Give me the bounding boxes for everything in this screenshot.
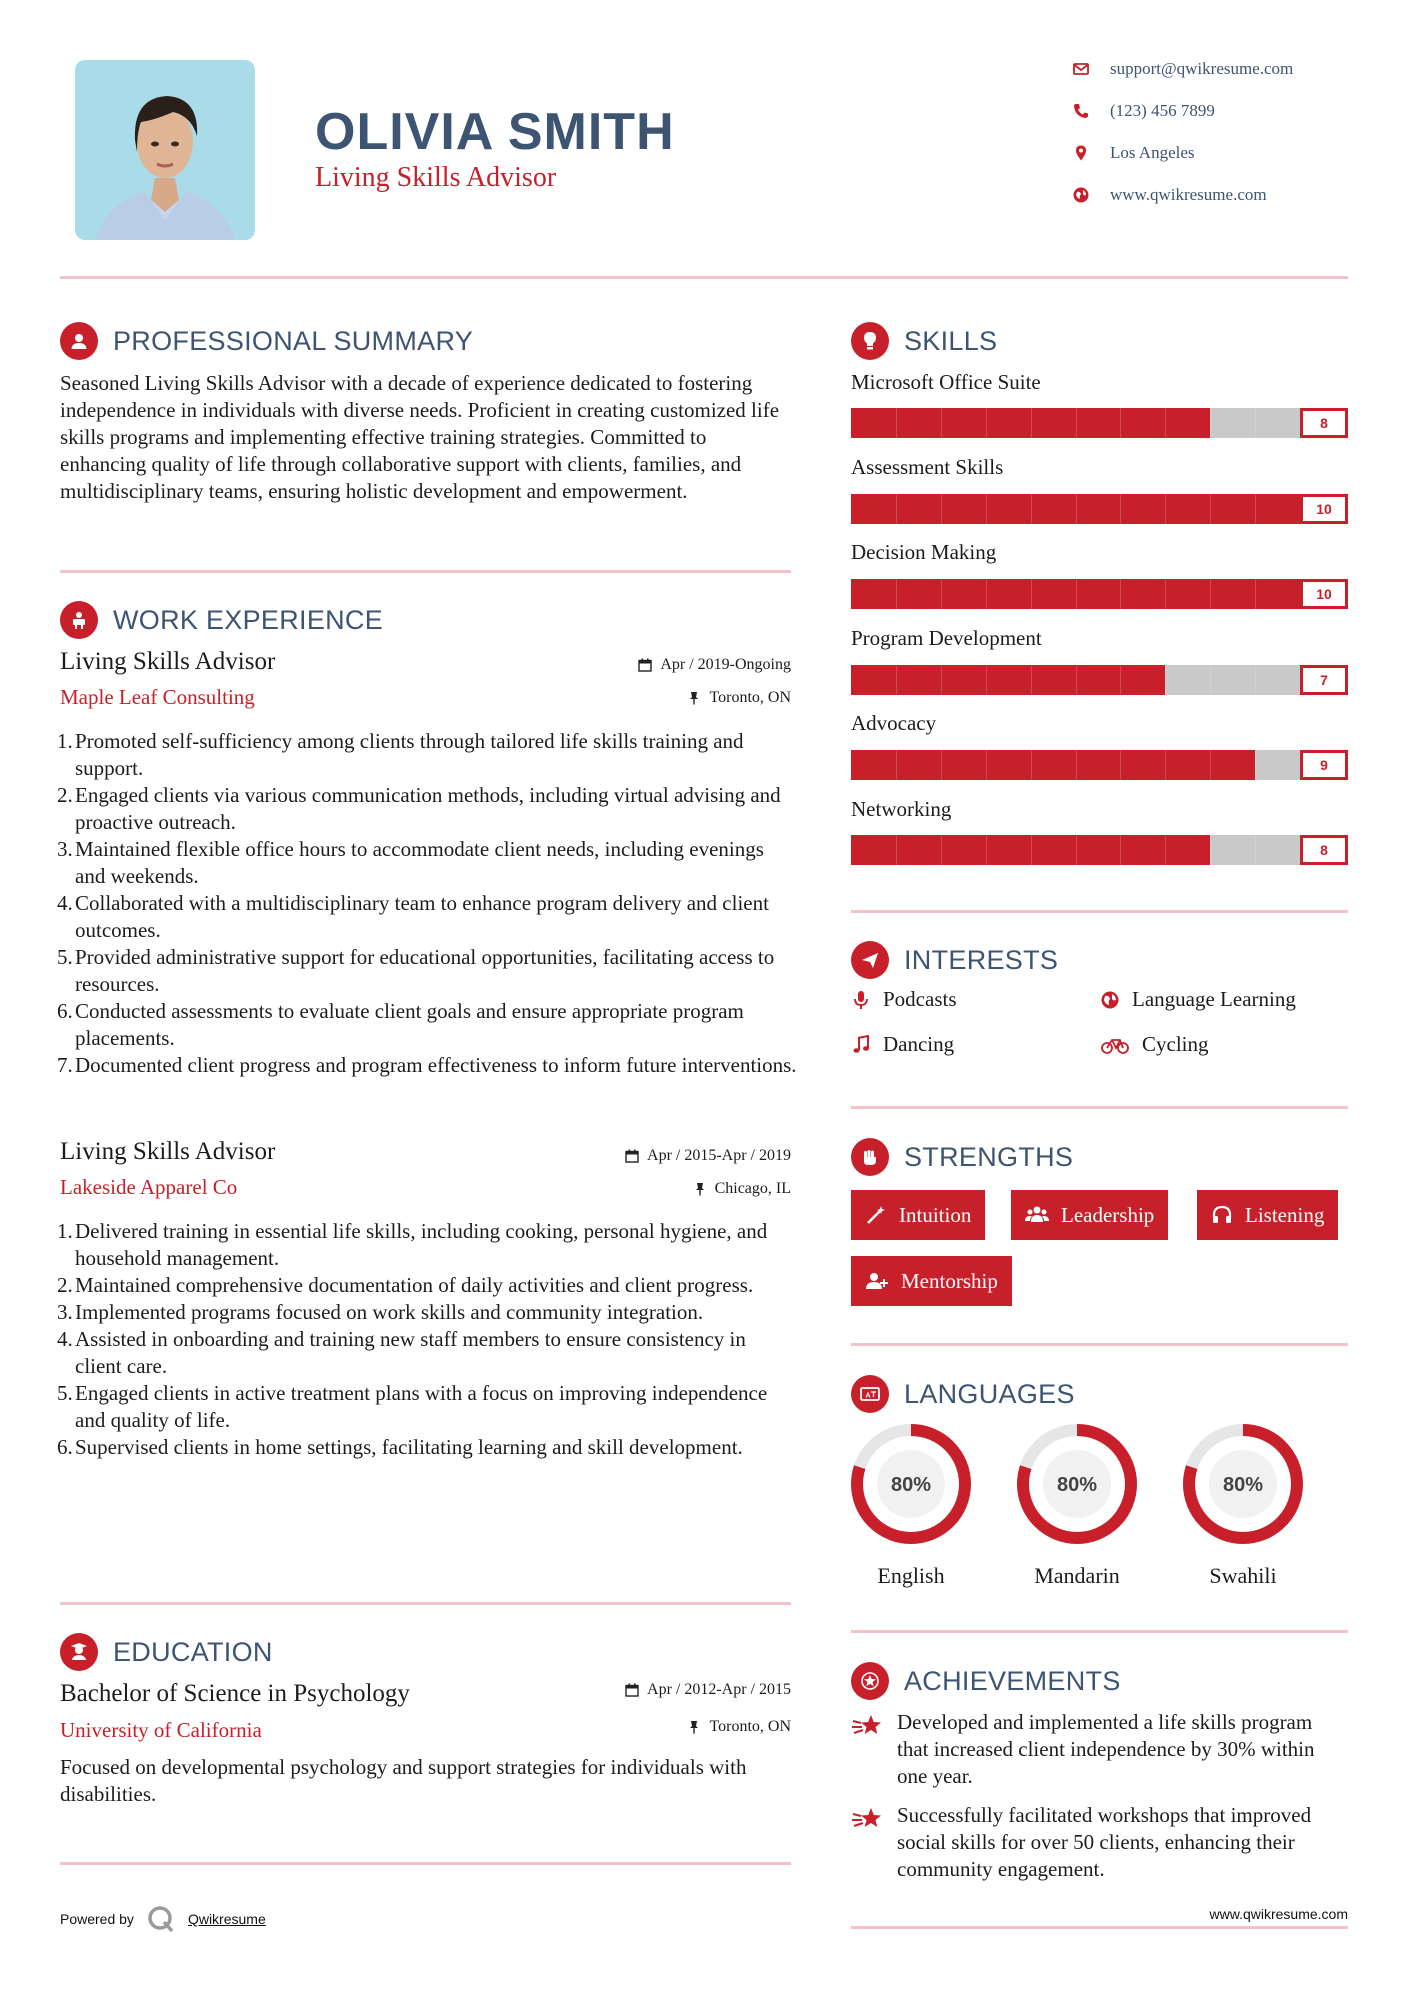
magic-wand-icon	[865, 1204, 887, 1226]
skill-bar	[851, 494, 1348, 524]
job-dates	[470, 656, 791, 674]
footer-powered	[60, 1904, 266, 1934]
skill-bar-segment	[1120, 408, 1121, 438]
language-percent: 80%	[1222, 1474, 1264, 1496]
skill-bar-segment	[1031, 665, 1032, 695]
skill-bar-fill	[851, 665, 1165, 695]
powered-by-text: Powered by	[60, 1911, 134, 1927]
website-text[interactable]: www.qwikresume.com	[1110, 185, 1267, 204]
skill-bar-segment	[941, 665, 942, 695]
skill-value: 10	[1300, 579, 1348, 609]
strength-tag	[1197, 1190, 1338, 1240]
skill-label: Decision Making	[851, 540, 997, 564]
skills-title: SKILLS	[904, 325, 998, 356]
skill-bar-segment	[1255, 750, 1256, 780]
skill-bar-segment	[941, 750, 942, 780]
music-note-icon	[851, 1035, 871, 1055]
shooting-star-icon	[851, 1804, 885, 1834]
globe-icon	[1072, 186, 1090, 204]
skill-bar	[851, 579, 1348, 609]
education-title: EDUCATION	[113, 1636, 273, 1667]
skill-bar	[851, 408, 1348, 438]
list-item: 6. Supervised clients in home settings, facilitating learning and skill development.	[57, 1435, 743, 1459]
skill-bar-segment	[1165, 750, 1166, 780]
skill-bar-segment	[1120, 665, 1121, 695]
list-item: 2. Engaged clients via various communication methods, including virtual advising and proactive outreach.	[57, 783, 781, 834]
skill-bar	[851, 835, 1348, 865]
work-divider	[60, 1602, 791, 1605]
achievement-item	[851, 1709, 1348, 1790]
skill-label: Assessment Skills	[851, 455, 1004, 479]
list-item: 5. Provided administrative support for educational opportunities, facilitating access to resources.	[57, 945, 775, 996]
bicycle-icon	[1100, 1035, 1130, 1055]
list-item: 7. Documented client progress and program effectiveness to inform future interventions.	[57, 1053, 797, 1077]
translate-icon	[851, 1375, 889, 1413]
language-item	[1015, 1422, 1139, 1589]
contact-phone[interactable]	[1072, 99, 1215, 123]
microphone-icon	[851, 990, 871, 1010]
candidate-title: Living Skills Advisor	[315, 162, 557, 193]
map-pin-icon	[1072, 144, 1090, 162]
skill-bar-segment	[1076, 665, 1077, 695]
calendar-icon	[638, 658, 652, 672]
candidate-name: OLIVIA SMITH	[315, 103, 675, 161]
strengths-title: STRENGTHS	[904, 1141, 1074, 1172]
skill-label: Program Development	[851, 626, 1042, 650]
school-name: University of California	[60, 1718, 262, 1742]
lightbulb-icon	[851, 322, 889, 360]
strength-tag	[851, 1190, 985, 1240]
list-item: 1. Delivered training in essential life skills, including cooking, personal hygiene, and household management.	[57, 1219, 768, 1270]
summary-title: PROFESSIONAL SUMMARY	[113, 325, 474, 356]
achievement-item	[851, 1802, 1348, 1883]
interest-item	[851, 1032, 954, 1057]
skill-value: 9	[1300, 750, 1348, 780]
skill-value: 8	[1300, 835, 1348, 865]
education-heading	[60, 1633, 273, 1671]
skill-value: 7	[1300, 665, 1348, 695]
interest-label: Cycling	[1142, 1032, 1209, 1056]
envelope-icon	[1072, 60, 1090, 78]
skill-bar	[851, 665, 1348, 695]
skill-bar-segment	[1031, 494, 1032, 524]
phone-icon	[1072, 102, 1090, 120]
achievement-text: Developed and implemented a life skills program that increased client independence by 30% within one year.	[897, 1710, 1315, 1788]
skill-bar-segment	[1255, 408, 1256, 438]
job-title: Living Skills Advisor	[60, 1138, 276, 1165]
interest-item	[1100, 1032, 1209, 1057]
interests-title: INTERESTS	[904, 944, 1059, 975]
skill-bar-segment	[1120, 494, 1121, 524]
shooting-star-icon	[851, 1711, 885, 1741]
skills-heading	[851, 322, 997, 360]
strength-label: Listening	[1245, 1202, 1325, 1227]
skill-bar-segment	[1031, 579, 1032, 609]
skill-bar-segment	[1076, 408, 1077, 438]
list-item: 5. Engaged clients in active treatment plans with a focus on improving independence and quality of life.	[57, 1381, 768, 1432]
skill-bar-segment	[896, 750, 897, 780]
language-ring	[1015, 1422, 1139, 1546]
interest-label: Podcasts	[883, 987, 957, 1011]
job-bullets	[57, 1218, 797, 1461]
skill-bar-segment	[986, 750, 987, 780]
contact-email[interactable]	[1072, 57, 1293, 81]
skill-bar-segment	[1076, 750, 1077, 780]
phone-text[interactable]: (123) 456 7899	[1110, 101, 1215, 120]
skill-bar-segment	[1165, 579, 1166, 609]
list-item: 6. Conducted assessments to evaluate client goals and ensure appropriate program placements.	[57, 999, 744, 1050]
paper-plane-icon	[851, 941, 889, 979]
interest-label: Dancing	[883, 1032, 955, 1056]
language-percent: 80%	[1056, 1474, 1098, 1496]
list-item: 2. Maintained comprehensive documentation of daily activities and client progress.	[57, 1273, 754, 1297]
calendar-icon	[625, 1149, 639, 1163]
skill-bar-segment	[1031, 750, 1032, 780]
pushpin-icon	[687, 1720, 701, 1734]
skill-bar-segment	[1210, 494, 1211, 524]
interests-heading	[851, 941, 1058, 979]
skill-bar-segment	[986, 408, 987, 438]
email-text[interactable]: support@qwikresume.com	[1110, 59, 1294, 78]
strength-label: Intuition	[899, 1202, 972, 1227]
skill-bar-segment	[1120, 579, 1121, 609]
degree-title: Bachelor of Science in Psychology	[60, 1680, 410, 1707]
list-item: 3. Maintained flexible office hours to accommodate client needs, including evenings and weekends.	[57, 837, 764, 888]
pushpin-icon	[687, 691, 701, 705]
languages-divider	[851, 1630, 1348, 1633]
skill-bar-segment	[1210, 665, 1211, 695]
skill-bar-segment	[1255, 494, 1256, 524]
skill-bar-segment	[1210, 408, 1211, 438]
skill-bar-segment	[986, 494, 987, 524]
star-badge-icon	[851, 1662, 889, 1700]
user-plus-icon	[865, 1270, 889, 1292]
job-location-text: Toronto, ON	[709, 689, 791, 706]
skill-bar-segment	[1255, 835, 1256, 865]
language-name: Mandarin	[1034, 1563, 1120, 1588]
skill-bar-segment	[896, 579, 897, 609]
education-location	[470, 1718, 791, 1736]
contact-location	[1072, 141, 1195, 165]
strength-label: Mentorship	[901, 1268, 998, 1293]
education-location-text: Toronto, ON	[709, 1718, 791, 1735]
skill-bar-segment	[896, 494, 897, 524]
job-bullets	[57, 728, 797, 1079]
achievements-heading	[851, 1662, 1121, 1700]
work-heading	[60, 601, 383, 639]
brand-link[interactable]: Qwikresume	[187, 1911, 266, 1927]
job-location	[470, 689, 791, 707]
language-item	[849, 1422, 973, 1589]
headphones-icon	[1211, 1204, 1233, 1226]
skill-bar-segment	[896, 408, 897, 438]
skill-label: Networking	[851, 797, 952, 821]
job-dates-text: Apr / 2015-Apr / 2019	[647, 1147, 791, 1164]
education-description: Focused on developmental psychology and support strategies for individuals with disabilities.	[60, 1755, 747, 1806]
language-item	[1181, 1422, 1305, 1589]
language-ring	[849, 1422, 973, 1546]
skill-bar-segment	[1210, 835, 1211, 865]
job-location-text: Chicago, IL	[714, 1180, 791, 1197]
skill-label: Microsoft Office Suite	[851, 370, 1041, 394]
skill-bar-segment	[1076, 494, 1077, 524]
briefcase-icon	[60, 601, 98, 639]
users-icon	[1025, 1204, 1049, 1226]
skills-divider	[851, 910, 1348, 913]
interests-divider	[851, 1106, 1348, 1109]
work-title: WORK EXPERIENCE	[113, 604, 384, 635]
skill-bar-fill	[851, 750, 1255, 780]
skill-bar-segment	[941, 408, 942, 438]
list-item: 3. Implemented programs focused on work skills and community integration.	[57, 1300, 704, 1324]
skill-bar-segment	[1255, 665, 1256, 695]
language-name: Swahili	[1209, 1563, 1277, 1588]
interest-item	[1100, 987, 1296, 1012]
svg-text:A: A	[865, 1392, 871, 1400]
languages-title: LANGUAGES	[904, 1378, 1075, 1409]
skill-bar-segment	[1076, 835, 1077, 865]
calendar-icon	[625, 1683, 639, 1697]
header-divider	[60, 276, 1348, 279]
skill-bar-segment	[986, 579, 987, 609]
list-item: 4. Collaborated with a multidisciplinary team to enhance program delivery and client outcomes.	[57, 891, 769, 942]
strength-label: Leadership	[1061, 1202, 1155, 1227]
skill-bar-segment	[941, 579, 942, 609]
summary-heading	[60, 322, 473, 360]
skill-bar	[851, 750, 1348, 780]
user-icon	[60, 322, 98, 360]
skill-bar-segment	[1165, 835, 1166, 865]
location-text: Los Angeles	[1110, 143, 1195, 162]
job-company: Maple Leaf Consulting	[60, 685, 255, 709]
skill-value: 8	[1300, 408, 1348, 438]
footer-website[interactable]: www.qwikresume.com	[1209, 1906, 1348, 1922]
strength-tag	[1011, 1190, 1168, 1240]
skill-bar-segment	[1120, 750, 1121, 780]
contact-website[interactable]	[1072, 183, 1267, 207]
skill-bar-segment	[986, 835, 987, 865]
skill-bar-segment	[1165, 494, 1166, 524]
strengths-divider	[851, 1343, 1348, 1346]
skill-bar-segment	[1165, 408, 1166, 438]
job-title: Living Skills Advisor	[60, 648, 276, 675]
skill-bar-segment	[1076, 579, 1077, 609]
pushpin-icon	[693, 1182, 707, 1196]
skill-bar-segment	[1255, 579, 1256, 609]
skill-bar-segment	[1210, 750, 1211, 780]
skill-bar-segment	[896, 665, 897, 695]
interest-item	[851, 987, 957, 1012]
fist-icon	[851, 1138, 889, 1176]
skill-bar-segment	[1031, 835, 1032, 865]
education-dates	[470, 1681, 791, 1699]
interest-label: Language Learning	[1132, 987, 1296, 1011]
skill-bar-segment	[941, 494, 942, 524]
skill-bar-segment	[986, 665, 987, 695]
strength-tag	[851, 1256, 1012, 1306]
skill-bar-segment	[1165, 665, 1166, 695]
footer-divider	[851, 1926, 1348, 1929]
graduation-icon	[60, 1633, 98, 1671]
skill-bar-segment	[941, 835, 942, 865]
strengths-heading	[851, 1138, 1073, 1176]
list-item: 1. Promoted self-sufficiency among clients through tailored life skills training and support.	[57, 729, 744, 780]
profile-photo	[75, 60, 255, 240]
skill-label: Advocacy	[851, 711, 937, 735]
skill-value: 10	[1300, 494, 1348, 524]
achievements-title: ACHIEVEMENTS	[904, 1665, 1121, 1696]
skill-bar-segment	[896, 835, 897, 865]
job-location	[470, 1180, 791, 1198]
job-company: Lakeside Apparel Co	[60, 1175, 238, 1199]
summary-text: Seasoned Living Skills Advisor with a decade of experience dedicated to fostering independence in individuals with diverse needs. Proficient in creating customized life skills programs and implementing effective training strategies. Committed to enhancing quality of life through collaborative support with clients, families, and multidisciplinary teams, ensuring holistic development and empowerment.	[60, 371, 780, 503]
job-dates-text: Apr / 2019-Ongoing	[660, 656, 791, 673]
list-item: 4. Assisted in onboarding and training new staff members to ensure consistency in client care.	[57, 1327, 746, 1378]
education-divider	[60, 1862, 791, 1865]
skill-bar-segment	[1120, 835, 1121, 865]
globe-icon	[1100, 990, 1120, 1010]
skill-bar-segment	[1210, 579, 1211, 609]
language-ring	[1181, 1422, 1305, 1546]
qwikresume-logo-icon	[146, 1904, 176, 1934]
languages-heading	[851, 1375, 1075, 1413]
achievement-text: Successfully facilitated workshops that improved social skills for over 50 clients, enhancing their community engagement.	[897, 1803, 1312, 1881]
language-name: English	[877, 1563, 945, 1588]
education-dates-text: Apr / 2012-Apr / 2015	[647, 1681, 791, 1698]
skill-bar-segment	[1031, 408, 1032, 438]
summary-divider	[60, 570, 791, 573]
job-dates	[470, 1147, 791, 1165]
language-percent: 80%	[890, 1474, 932, 1496]
